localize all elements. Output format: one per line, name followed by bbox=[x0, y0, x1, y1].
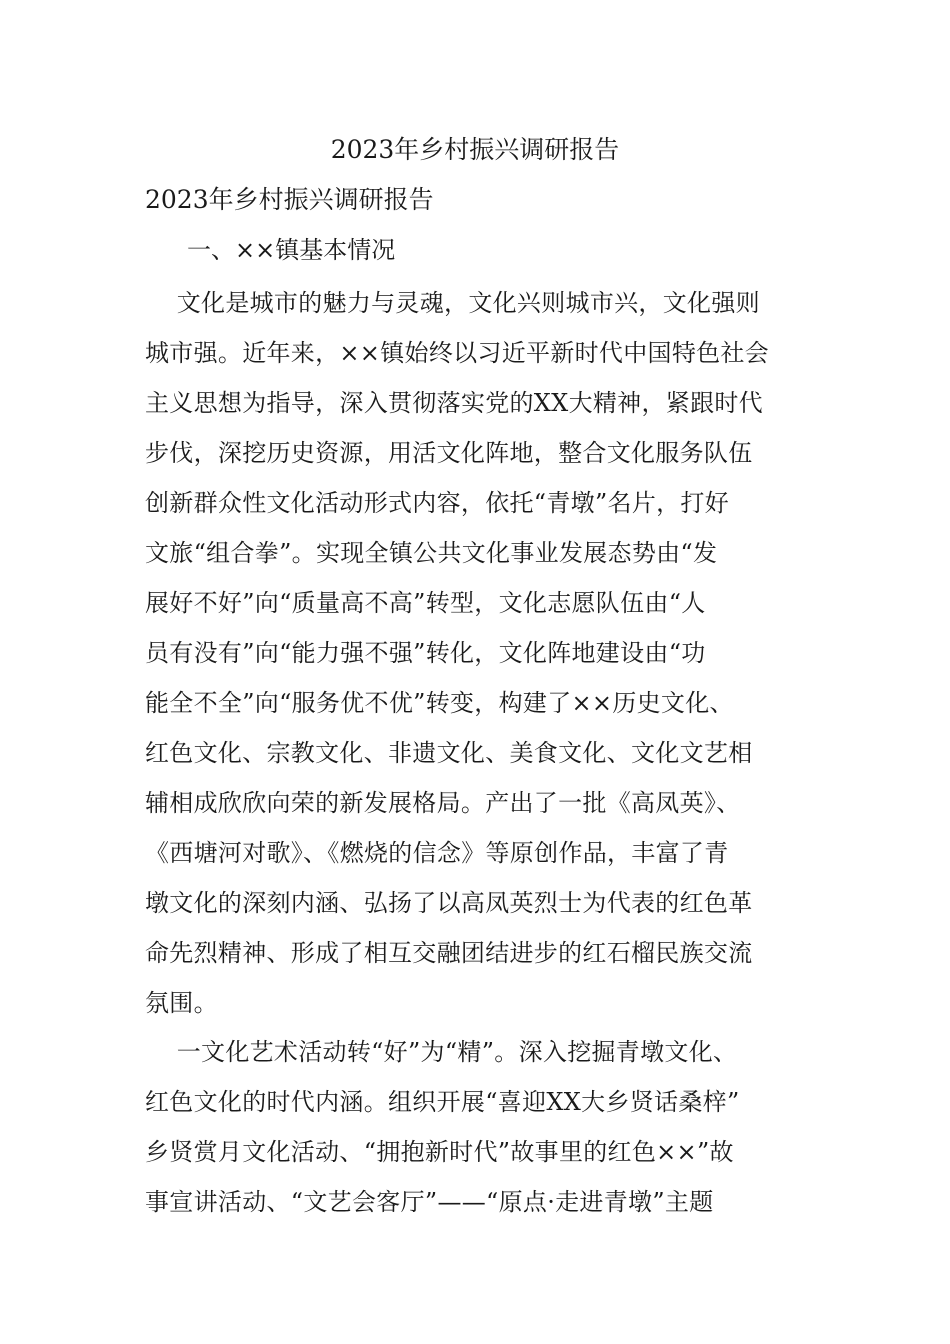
document-title: 2023年乡村振兴调研报告 bbox=[330, 135, 620, 164]
paragraph-line: 创新群众性文化活动形式内容，依托“青墩”名片，打好 bbox=[145, 489, 730, 517]
paragraph-line: 员有没有”向“能力强不强”转化，文化阵地建设由“功 bbox=[145, 639, 706, 667]
paragraph-line: 乡贤赏月文化活动、“拥抱新时代”故事里的红色××”故 bbox=[145, 1138, 734, 1166]
paragraph-line: 墩文化的深刻内涵、弘扬了以高凤英烈士为代表的红色革 bbox=[145, 889, 753, 917]
paragraph-line: 红色文化、宗教文化、非遗文化、美食文化、文化文艺相 bbox=[145, 739, 753, 767]
paragraph-line: 能全不全”向“服务优不优”转变，构建了××历史文化、 bbox=[145, 689, 734, 717]
paragraph-line: 步伐，深挖历史资源，用活文化阵地，整合文化服务队伍 bbox=[145, 439, 753, 467]
paragraph-line: 命先烈精神、形成了相互交融团结进步的红石榴民族交流 bbox=[145, 939, 753, 967]
paragraph-basic-situation bbox=[145, 278, 835, 1028]
paragraph-line: 展好不好”向“质量高不高”转型，文化志愿队伍由“人 bbox=[145, 589, 706, 617]
paragraph-line: 红色文化的时代内涵。组织开展“喜迎XX大乡贤话桑梓” bbox=[145, 1088, 740, 1116]
paragraph-cultural-activities bbox=[145, 1027, 835, 1227]
paragraph-line: 辅相成欣欣向荣的新发展格局。产出了一批《高凤英》、 bbox=[145, 789, 741, 817]
paragraph-line: 事宣讲活动、“文艺会客厅”——“原点·走进青墩”主题 bbox=[145, 1188, 714, 1216]
paragraph-line: 一文化艺术活动转“好”为“精”。深入挖掘青墩文化、 bbox=[145, 1038, 738, 1066]
paragraph-line: 氛围。 bbox=[145, 989, 218, 1017]
section-heading: 一、××镇基本情况 bbox=[187, 236, 396, 264]
paragraph-line: 文化是城市的魅力与灵魂，文化兴则城市兴，文化强则 bbox=[145, 289, 760, 317]
paragraph-line: 文旅“组合拳”。实现全镇公共文化事业发展态势由“发 bbox=[145, 539, 718, 567]
paragraph-line: 《西塘河对歌》、《燃烧的信念》等原创作品，丰富了青 bbox=[145, 839, 729, 867]
paragraph-line: 主义思想为指导，深入贯彻落实党的XX大精神，紧跟时代 bbox=[145, 389, 763, 417]
document-subtitle: 2023年乡村振兴调研报告 bbox=[145, 185, 434, 214]
paragraph-line: 城市强。近年来，××镇始终以习近平新时代中国特色社会 bbox=[145, 339, 770, 367]
